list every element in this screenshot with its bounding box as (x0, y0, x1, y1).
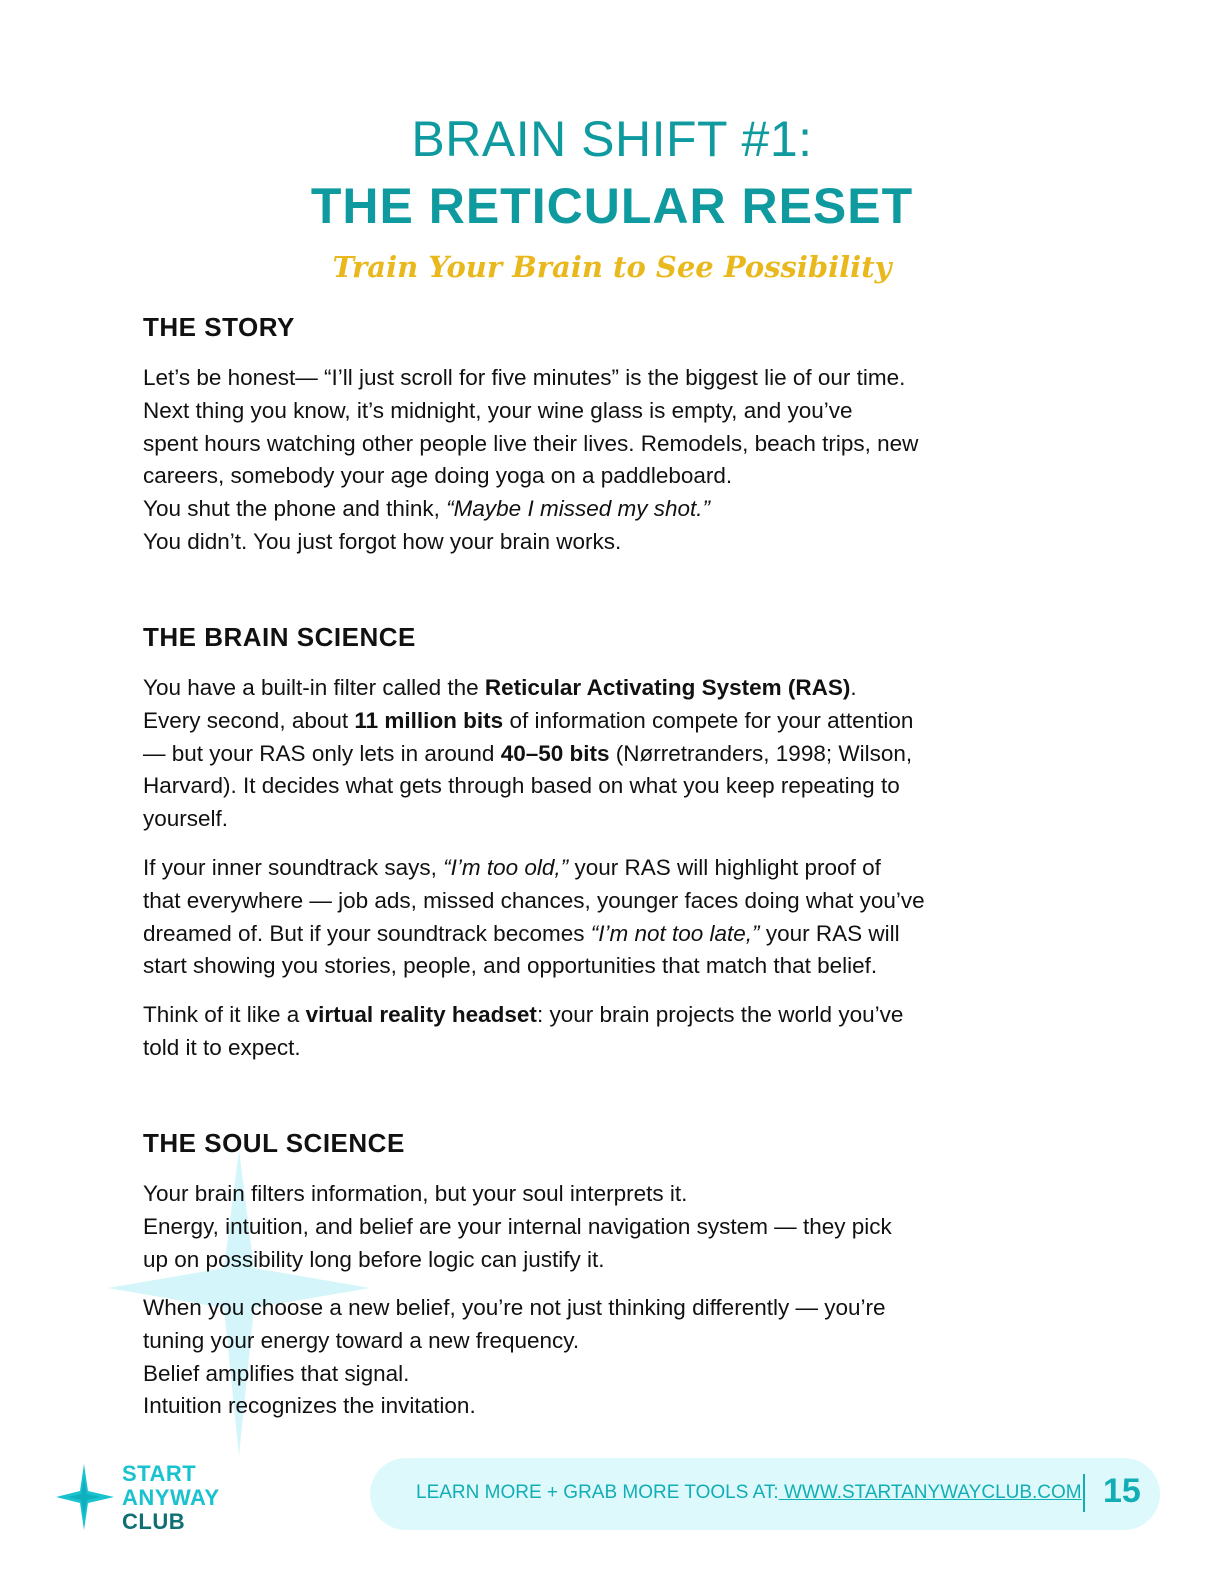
logo-text: START ANYWAY CLUB (122, 1461, 220, 1534)
brain-science-heading: THE BRAIN SCIENCE (143, 622, 416, 652)
story-line: spent hours watching other people live their lives. Remodels, beach trips, new (143, 430, 919, 456)
footer-divider (1083, 1474, 1085, 1512)
page-title: THE RETICULAR RESET (310, 178, 914, 234)
soul-science-paragraph-2: When you choose a new belief, you’re not just thinking differently — you’re tuning your energy toward a new frequency. Belief amplifies that signal. Intuition recognizes the invitation. (143, 1295, 886, 1419)
story-line: careers, somebody your age doing yoga on a paddleboard. (143, 463, 733, 489)
story-line: Let’s be honest— “I’ll just scroll for five minutes” is the biggest lie of our time. (143, 365, 906, 390)
story-line: You didn’t. You just forgot how your brain works. (143, 528, 622, 554)
brain-science-paragraph-1: You have a built-in filter called the Reticular Activating System (RAS). Every second, about 11 million bits of information compete for your attention — but your RAS only lets in around 40–50 bits (Nørretranders, 1998; Wilson, Harvard). It decides what gets through based on what you keep repeating to yourself. (143, 675, 914, 832)
footer-cta: LEARN MORE + GRAB MORE TOOLS AT: WWW.STARTANYWAYCLUB.COM (416, 1482, 1082, 1503)
subtitle: Train Your Brain to See Possibility (332, 250, 892, 284)
start-anyway-club-logo (56, 1462, 256, 1532)
brain-science-paragraph-3: Think of it like a virtual reality headset: your brain projects the world you’ve told it to expect. (143, 1002, 904, 1060)
brain-science-paragraph-2: If your inner soundtrack says, “I’m too old,” your RAS will highlight proof of that everywhere — job ads, missed chances, younger faces doing what you’ve dreamed of. But if your soundtrack becomes “I’m not too late,” your RAS will start showing you stories, people, and opportunities that match that belief. (143, 855, 925, 979)
logo-star-icon (56, 1464, 116, 1530)
website-link[interactable]: WWW.STARTANYWAYCLUB.COM (778, 1482, 1082, 1503)
footer-bar (370, 1458, 1160, 1530)
title-line1: BRAIN SHIFT #1: (411, 111, 813, 167)
story-heading: THE STORY (143, 312, 295, 342)
page-number: 15 (1103, 1472, 1141, 1510)
story-text (143, 362, 1083, 559)
soul-science-heading: THE SOUL SCIENCE (143, 1128, 405, 1158)
story-line: You shut the phone and think, “Maybe I missed my shot.” (143, 496, 710, 522)
soul-science-paragraph-1: Your brain filters information, but your soul interprets it. Energy, intuition, and belief are your internal navigation system — they pick up on possibility long before logic can justify it. (143, 1181, 892, 1272)
story-line: Next thing you know, it’s midnight, your wine glass is empty, and you’ve (143, 397, 853, 423)
